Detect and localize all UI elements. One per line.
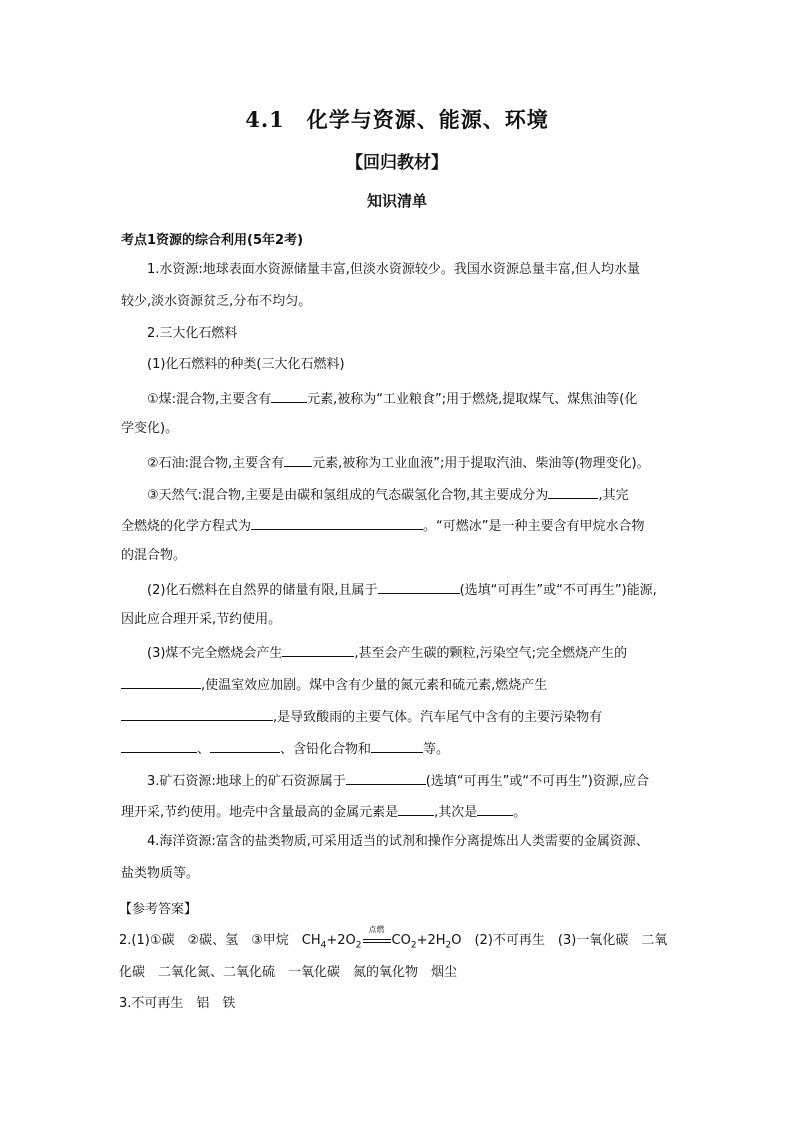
subscript: 2 (410, 940, 417, 951)
text: +2H (416, 933, 446, 948)
text-line (121, 802, 526, 821)
text: ,其完 (598, 488, 629, 503)
text: 全燃烧的化学方程式为 (121, 519, 252, 534)
text-line: 盐类物质等。 (121, 866, 200, 881)
text-line: 4.海洋资源:富含的盐类物质,可采用适当的试剂和操作分离提炼出人类需要的金属资源、 (147, 834, 649, 849)
text-line (121, 516, 645, 535)
text: ③天然气:混合物,主要是由碳和氢组成的气态碳氢化合物,其主要成分为 (147, 488, 549, 503)
text: O (451, 933, 462, 948)
text-line: 的混合物。 (121, 548, 187, 563)
subscript: 2 (445, 940, 452, 951)
text: 等。 (423, 742, 450, 757)
text-line (121, 675, 547, 694)
text-line: (1)化石燃料的种类(三大化石燃料) (147, 357, 345, 372)
fill-blank[interactable] (210, 739, 280, 753)
text: 、 (197, 742, 211, 757)
text: 。 (513, 805, 527, 820)
topic-heading: 考点1资源的综合利用(5年2考) (121, 233, 304, 248)
text-line: 因此应合理开采,节约使用。 (121, 612, 282, 627)
subscript: 2 (355, 940, 362, 951)
text-line (121, 707, 602, 726)
answer-line: 化碳 二氧化氮、二氧化硫 一氧化碳 氮的氧化物 烟尘 (119, 965, 458, 980)
text: CO (391, 933, 411, 948)
text: 、含铅化合物和 (280, 742, 372, 757)
fill-blank[interactable] (477, 802, 513, 816)
fill-blank[interactable] (282, 643, 354, 657)
page-title (0, 104, 794, 134)
text: (选填“可再生”或“不可再生”)能源, (459, 583, 657, 598)
text: ,使温室效应加剧。煤中含有少量的氮元素和硫元素,燃烧产生 (201, 678, 548, 693)
text: ,是导致酸雨的主要气体。汽车尾气中含有的主要污染物有 (273, 710, 603, 725)
text-line (147, 389, 637, 408)
fill-blank[interactable] (121, 739, 197, 753)
fill-blank[interactable] (271, 389, 307, 403)
text: (选填“可再生”或“不可再生”)资源,应合 (425, 774, 650, 789)
fill-blank[interactable] (251, 516, 423, 530)
text-line: 2.三大化石燃料 (147, 326, 238, 341)
fill-blank[interactable] (284, 453, 312, 467)
fill-blank[interactable] (121, 675, 201, 689)
fill-blank[interactable] (371, 739, 423, 753)
text: ,其次是 (434, 805, 478, 820)
text: 。“可燃冰”是一种主要含有甲烷水合物 (423, 519, 645, 534)
subscript: 4 (320, 940, 327, 951)
text-line (147, 485, 628, 504)
reaction-arrow (362, 925, 392, 949)
text: (2)化石燃料在自然界的储量有限,且属于 (147, 583, 378, 598)
answers-heading: 【参考答案】 (119, 902, 198, 917)
text: 2.(1)①碳 ②碳、氢 ③甲烷 CH (119, 933, 321, 948)
title-text: 化学与资源、能源、环境 (306, 107, 549, 132)
text-line (147, 643, 627, 662)
fill-blank[interactable] (121, 707, 273, 721)
text: 3.矿石资源:地球上的矿石资源属于 (147, 774, 346, 789)
fill-blank[interactable] (548, 485, 598, 499)
reaction-condition: 点燃 (368, 925, 385, 934)
fill-blank[interactable] (346, 771, 426, 785)
text-line: 1.水资源:地球表面水资源储量丰富,但淡水资源较少。我国水资源总量丰富,但人均水量 (147, 262, 641, 277)
fill-blank[interactable] (378, 580, 460, 594)
title-number: 4.1 (245, 107, 285, 132)
fill-blank[interactable] (398, 802, 434, 816)
text: 理开采,节约使用。地壳中含量最高的金属元素是 (121, 805, 399, 820)
text-line (121, 739, 449, 758)
text-line (147, 453, 650, 472)
text: ,甚至会产生碳的颗粒,污染空气;完全燃烧产生的 (354, 646, 628, 661)
section-heading: 知识清单 (366, 192, 427, 210)
text-line: 学变化)。 (121, 421, 179, 436)
text: (2)不可再生 (3)一氧化碳 二氧 (461, 933, 668, 948)
text: 元素,被称为“工业粮食”;用于燃烧,提取煤气、煤焦油等(化 (307, 392, 638, 407)
subtitle: 【回归教材】 (346, 153, 448, 173)
text: ①煤:混合物,主要含有 (147, 392, 272, 407)
text: 元素,被称为工业血液”;用于提取汽油、柴油等(物理变化)。 (312, 456, 650, 471)
text: (3)煤不完全燃烧会产生 (147, 646, 283, 661)
double-line (363, 939, 391, 943)
answer-line: 3.不可再生 铝 铁 (119, 996, 236, 1011)
text-line: 较少,淡水资源贫乏,分布不均匀。 (121, 294, 312, 309)
text: ②石油:混合物,主要含有 (147, 456, 285, 471)
answer-line (119, 925, 668, 954)
text: +2O (326, 933, 356, 948)
text-line (147, 580, 657, 599)
text-line (147, 771, 649, 790)
